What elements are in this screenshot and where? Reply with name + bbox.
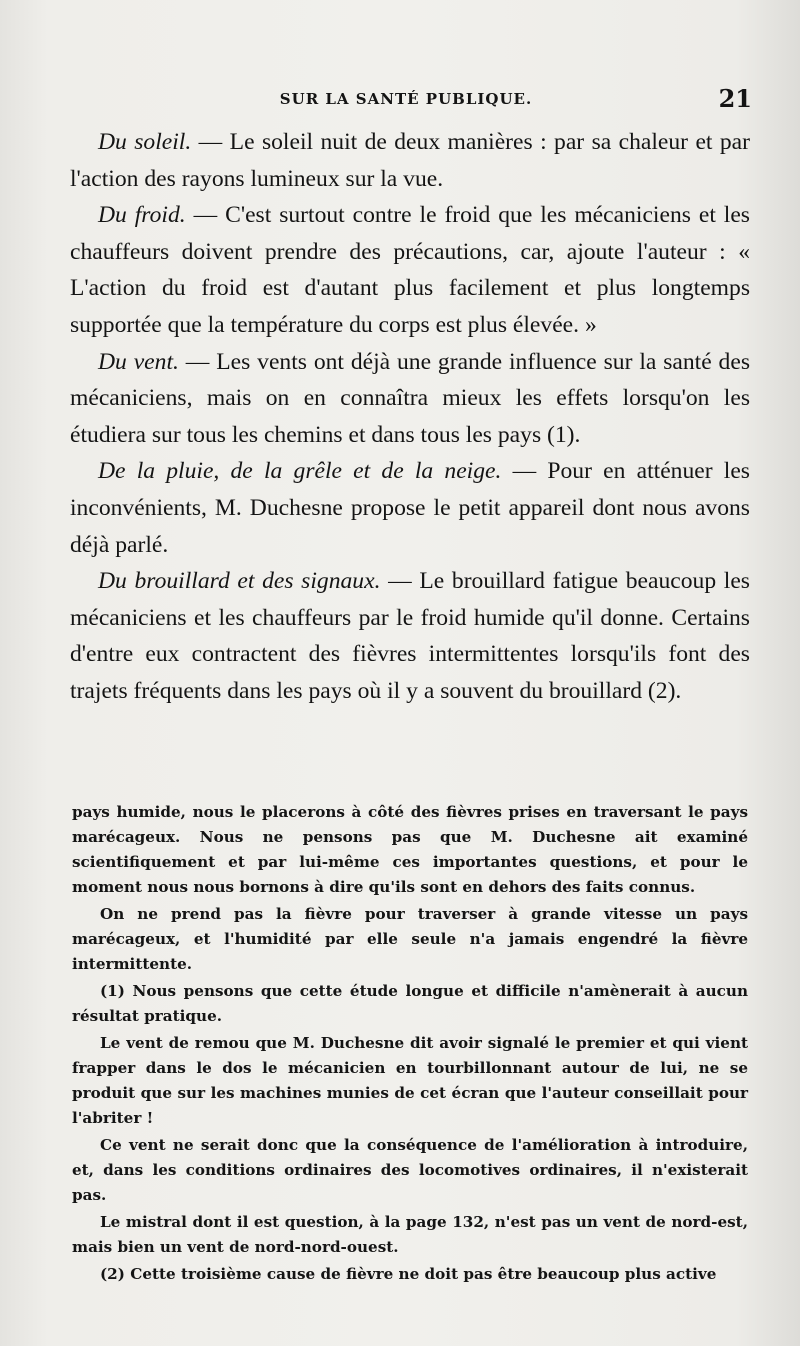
paragraph-text: — Le brouillard fatigue beaucoup les mécaniciens et les chauffeurs par le froid humide qu'il donne. Certains d'entre eux contractent des fièvres intermittentes lorsqu'ils font des trajets fréquents dans les pays où il y a souvent du brouillard (2).	[70, 568, 750, 704]
footnote-continuation: pays humide, nous le placerons à côté des fièvres prises en traversant le pays marécageux. Nous ne pensons pas que M. Duchesne ait examiné scientifiquement et par lui-même ces importantes questions, et pour le moment nous nous bornons à dire qu'ils sont en dehors des faits connus.	[72, 803, 748, 896]
footnote-paragraph: Le vent de remou que M. Duchesne dit avoir signalé le premier et qui vient frapper dans le dos le mécanicien en tourbillonnant autour de lui, ne se produit que sur les machines munies de cet écran que l'auteur conseillait pour l'abriter !	[72, 1034, 748, 1127]
paragraph-text: — Pour en atténuer les inconvénients, M. Duchesne propose le petit appareil dont nous avons déjà parlé.	[70, 458, 750, 558]
section-heading-froid: Du froid.	[98, 202, 186, 229]
section-heading-soleil: Du soleil.	[98, 129, 192, 155]
footnote-paragraph: Ce vent ne serait donc que la conséquence de l'amélioration à introduire, et, dans les conditions ordinaires des locomotives ordinaires, il n'existerait pas.	[72, 1136, 748, 1204]
section-heading-pluie: De la pluie, de la grêle et de la neige.	[98, 458, 502, 485]
paragraph-pluie	[70, 453, 750, 563]
paragraph-soleil	[70, 124, 750, 197]
paragraph-text: — Le soleil nuit de deux manières : par sa chaleur et par l'action des rayons lumineux sur la vue.	[70, 129, 751, 192]
paragraph-froid	[70, 197, 750, 343]
footnotes	[72, 800, 748, 1289]
footnote-2: (2) Cette troisième cause de fièvre ne doit pas être beaucoup plus active	[100, 1265, 717, 1283]
paragraph-vent	[70, 344, 750, 454]
footnote-paragraph: On ne prend pas la fièvre pour traverser à grande vitesse un pays marécageux, et l'humidité par elle seule n'a jamais engendré la fièvre intermittente.	[72, 905, 748, 973]
footnote-paragraph: Le mistral dont il est question, à la page 132, n'est pas un vent de nord-est, mais bien un vent de nord-nord-ouest.	[72, 1213, 748, 1256]
footnote-1: (1) Nous pensons que cette étude longue et difficile n'amènerait à aucun résultat pratique.	[72, 982, 748, 1025]
paragraph-brouillard	[70, 563, 750, 709]
page-number: 21	[718, 84, 752, 113]
paragraph-text: — C'est surtout contre le froid que les mécaniciens et les chauffeurs doivent prendre des précautions, car, ajoute l'auteur : « L'action du froid est d'autant plus facilement et plus longtemps supportée que la température du corps est plus élevée. »	[70, 202, 750, 338]
paragraph-text: — Les vents ont déjà une grande influence sur la santé des mécaniciens, mais on en connaîtra mieux les effets lorsqu'on les étudiera sur tous les chemins et dans tous les pays (1).	[70, 348, 750, 448]
page-header	[60, 84, 752, 124]
section-heading-brouillard: Du brouillard et des signaux.	[98, 568, 381, 595]
main-text	[70, 124, 750, 710]
section-heading-vent: Du vent.	[98, 348, 179, 375]
running-title: SUR LA SANTÉ PUBLIQUE.	[279, 90, 533, 108]
